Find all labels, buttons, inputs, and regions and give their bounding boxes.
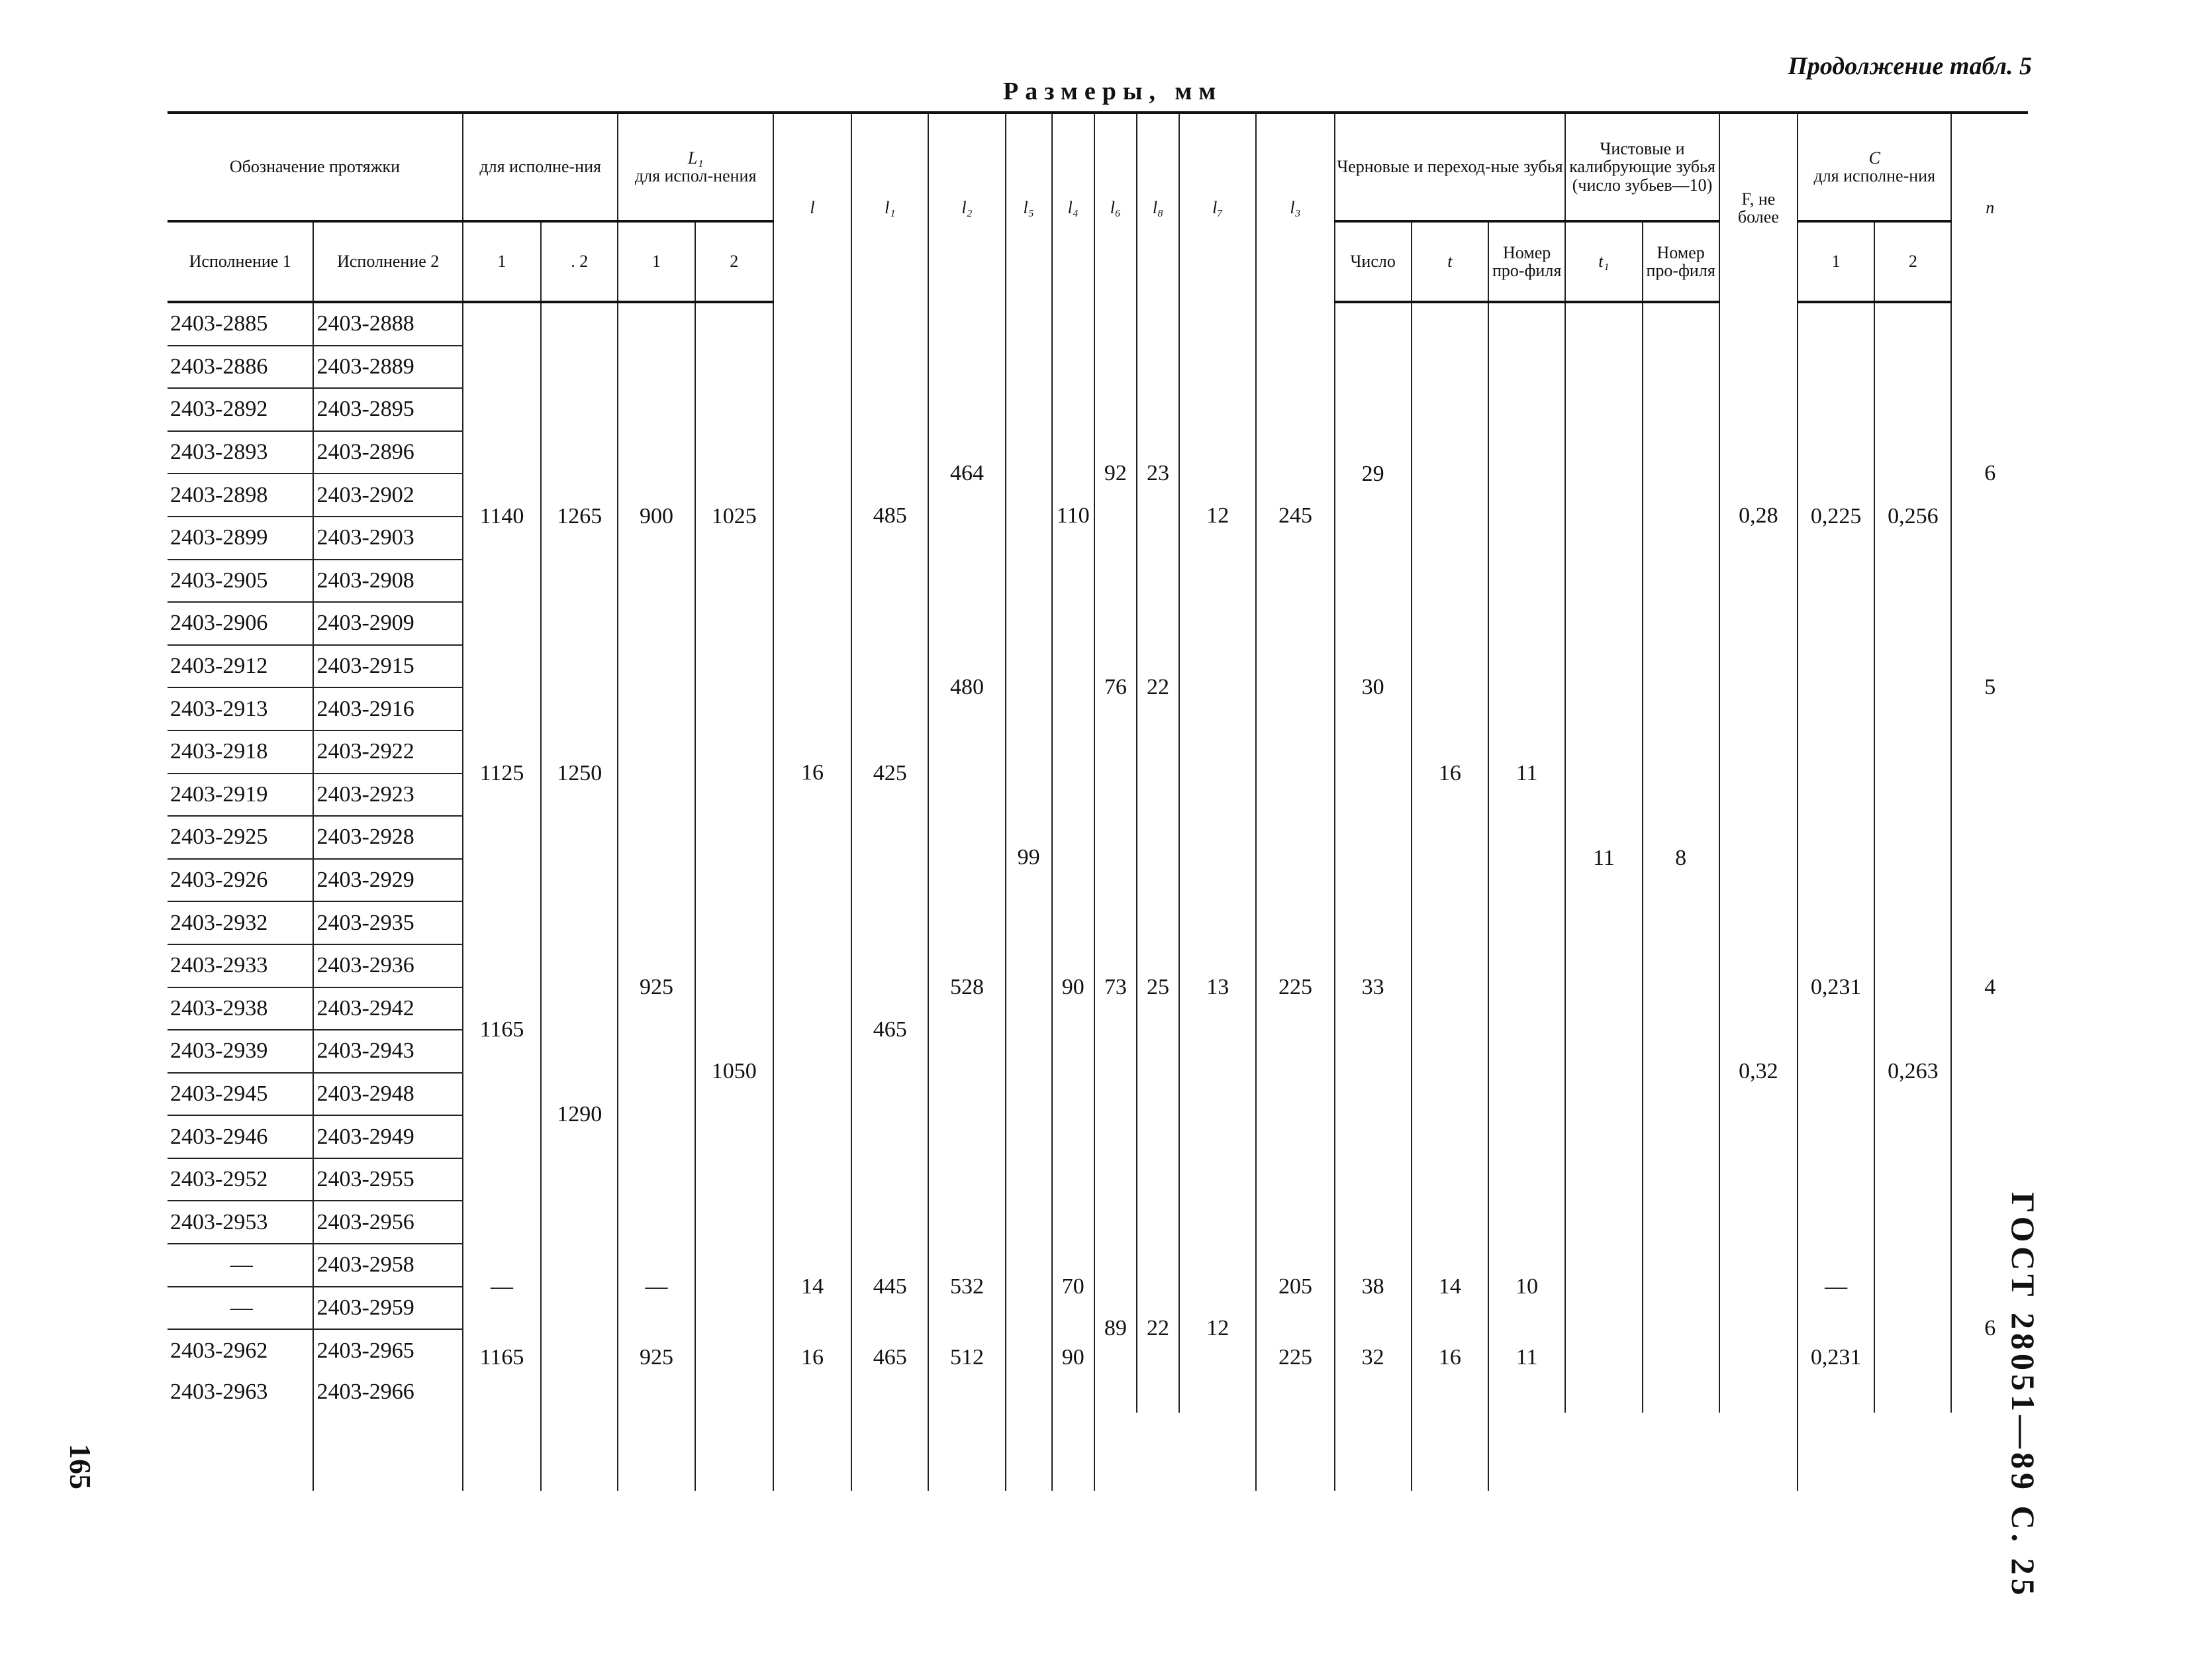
cell-l8: 22 <box>1137 645 1179 730</box>
code-exec2: 2403-2955 <box>313 1158 462 1201</box>
cell-t1: 11 <box>1565 302 1642 1413</box>
code-exec2: 2403-2966 <box>313 1372 462 1413</box>
cell-l8: 25 <box>1137 730 1179 1244</box>
code-exec1: 2403-2919 <box>168 774 313 817</box>
cell-profile2: 8 <box>1643 302 1719 1413</box>
code-exec1: 2403-2899 <box>168 517 313 560</box>
cell-l: 16 <box>773 1329 851 1491</box>
code-exec1: 2403-2953 <box>168 1201 313 1244</box>
C-sub2-header: 2 <box>1874 221 1951 302</box>
code-exec2: 2403-2922 <box>313 730 462 774</box>
table-row <box>168 1413 2028 1491</box>
code-exec2: 2403-2958 <box>313 1244 462 1287</box>
code-exec1: 2403-2892 <box>168 388 313 431</box>
code-exec2: 2403-2942 <box>313 987 462 1030</box>
cell-l: 16 <box>773 302 851 1244</box>
cell-l1: 465 <box>851 1329 928 1491</box>
L1-group-header <box>618 113 773 221</box>
gost-reference: ГОСТ 28051—89 С. 25 <box>2005 1192 2042 1599</box>
l2-header: l₂ <box>928 113 1005 302</box>
exec1-header: Исполнение 1 <box>168 221 313 302</box>
t-header: t <box>1412 221 1488 302</box>
l3-header: l₃ <box>1256 113 1334 302</box>
t1-header: t₁ <box>1565 221 1642 302</box>
profile2-header: Номер про-филя <box>1643 221 1719 302</box>
cell-l4: 90 <box>1052 730 1094 1244</box>
cell-count: 30 <box>1335 645 1412 730</box>
l6-header: l₆ <box>1094 113 1137 302</box>
cell-L-1: 1125 <box>463 730 541 816</box>
code-exec2: 2403-2928 <box>313 816 462 859</box>
cell-l3: 205 <box>1256 1244 1334 1329</box>
cell-l1: 485 <box>851 302 928 730</box>
cell-l2: 512 <box>928 1329 1005 1491</box>
code-exec1: 2403-2938 <box>168 987 313 1030</box>
cell-l3: 225 <box>1256 1329 1334 1491</box>
cell-F: 0,32 <box>1719 730 1798 1413</box>
cell-l4: 90 <box>1052 1329 1094 1491</box>
cell-L1-2: 1050 <box>695 730 773 1413</box>
code-exec2: 2403-2949 <box>313 1115 462 1158</box>
cell-C-1: 0,231 <box>1798 730 1874 1244</box>
table-title: Размеры, мм <box>1003 77 1223 105</box>
code-exec2: 2403-2935 <box>313 901 462 944</box>
cell-l3: 245 <box>1256 302 1334 730</box>
code-exec2: 2403-2923 <box>313 774 462 817</box>
L-group-header: для исполне-ния <box>463 113 618 221</box>
empty-cell <box>313 1413 462 1491</box>
cell-C-2: 0,263 <box>1874 730 1951 1413</box>
code-exec1: 2403-2898 <box>168 474 313 517</box>
code-exec1: 2403-2925 <box>168 816 313 859</box>
cell-t: 16 <box>1412 1329 1488 1491</box>
code-exec2: 2403-2965 <box>313 1329 462 1372</box>
cell-C-2: 0,256 <box>1874 302 1951 730</box>
cell-t: 14 <box>1412 1244 1488 1329</box>
code-exec1: 2403-2933 <box>168 944 313 987</box>
cell-l4: 110 <box>1052 302 1094 730</box>
cell-l5: 99 <box>1006 302 1052 1413</box>
cell-l6: 76 <box>1094 645 1137 730</box>
cell-count: 29 <box>1335 302 1412 645</box>
code-exec2: 2403-2948 <box>313 1073 462 1116</box>
L1-sub2-header: 2 <box>695 221 773 302</box>
cell-L1-1: 925 <box>618 1329 695 1491</box>
cell-C-1: 0,231 <box>1798 1329 1874 1491</box>
code-exec1: — <box>168 1287 313 1330</box>
n-header: n <box>1951 113 2028 302</box>
cell-n: 4 <box>1951 730 2028 1244</box>
cell-l6: 92 <box>1094 302 1137 645</box>
C-symbol: C <box>1868 148 1880 168</box>
code-exec1: 2403-2945 <box>168 1073 313 1116</box>
cell-L1-1: 925 <box>618 730 695 1244</box>
finish-teeth-header: Чистовые и калибрующие зубья (число зубьев—10) <box>1565 113 1719 221</box>
cell-l1: 425 <box>851 730 928 816</box>
cell-l: 14 <box>773 1244 851 1329</box>
cell-profile: 10 <box>1488 1244 1565 1329</box>
cell-L1-1: — <box>618 1244 695 1329</box>
dimensions-table <box>168 111 2028 1491</box>
empty-cell <box>541 1413 618 1491</box>
code-exec2: 2403-2908 <box>313 560 462 603</box>
table-row <box>168 730 2028 774</box>
code-exec1: 2403-2905 <box>168 560 313 603</box>
cell-l8: 23 <box>1137 302 1179 645</box>
cell-l2: 532 <box>928 1244 1005 1329</box>
code-exec1: 2403-2952 <box>168 1158 313 1201</box>
cell-l2: 528 <box>928 730 1005 1244</box>
cell-L1-2: 1025 <box>695 302 773 730</box>
C-sub1-header: 1 <box>1798 221 1874 302</box>
code-exec2: 2403-2956 <box>313 1201 462 1244</box>
C-group-header <box>1798 113 1951 221</box>
cell-l3: 225 <box>1256 730 1334 1244</box>
l1-header: l₁ <box>851 113 928 302</box>
code-exec2: 2403-2929 <box>313 859 462 902</box>
code-exec1: 2403-2906 <box>168 602 313 645</box>
code-exec2: 2403-2902 <box>313 474 462 517</box>
code-exec1: 2403-2885 <box>168 302 313 346</box>
cell-l1: 465 <box>851 816 928 1244</box>
code-exec2: 2403-2895 <box>313 388 462 431</box>
cell-profile: 11 <box>1488 1329 1565 1491</box>
cell-count: 32 <box>1335 1329 1412 1491</box>
cell-L-1: — <box>463 1244 541 1329</box>
code-exec1: 2403-2962 <box>170 1338 268 1363</box>
F-header: F, не более <box>1719 113 1798 302</box>
cell-n: 6 <box>1951 1244 2028 1413</box>
cell-L-2: 1250 <box>541 730 618 816</box>
empty-cell <box>1006 1413 1052 1491</box>
code-exec2: 2403-2888 <box>313 302 462 346</box>
cell-l4: 70 <box>1052 1244 1094 1329</box>
L1-sub1-header: 1 <box>618 221 695 302</box>
code-exec2: 2403-2896 <box>313 431 462 474</box>
cell-l1: 445 <box>851 1244 928 1329</box>
cell-L-1: 1140 <box>463 302 541 730</box>
L1-group-label: для испол-нения <box>634 166 757 185</box>
code-exec2: 2403-2915 <box>313 645 462 688</box>
code-exec1: 2403-2912 <box>168 645 313 688</box>
l7-header: l₇ <box>1179 113 1256 302</box>
cell-C-1: — <box>1798 1244 1874 1329</box>
cell-count: 33 <box>1335 730 1412 1244</box>
l4-header: l₄ <box>1052 113 1094 302</box>
cell-l2: 480 <box>928 645 1005 730</box>
L-sub1-header: 1 <box>463 221 541 302</box>
rough-teeth-header: Черновые и переход-ные зубья <box>1335 113 1566 221</box>
code-exec1: 2403-2913 <box>168 687 313 730</box>
code-exec2: 2403-2889 <box>313 346 462 389</box>
code-exec1: — <box>168 1244 313 1287</box>
l8-header: l₈ <box>1137 113 1179 302</box>
code-exec2: 2403-2959 <box>313 1287 462 1330</box>
table-row <box>168 302 2028 346</box>
cell-l6: 89 <box>1094 1244 1137 1413</box>
code-exec1: 2403-2946 <box>168 1115 313 1158</box>
empty-cell <box>695 1413 773 1491</box>
empty-cell <box>168 1413 313 1491</box>
exec2-header: Исполнение 2 <box>313 221 462 302</box>
cell-F: 0,28 <box>1719 302 1798 730</box>
code-exec1: 2403-2926 <box>168 859 313 902</box>
cell-n: 5 <box>1951 645 2028 730</box>
C-group-label: для исполне-ния <box>1813 166 1936 185</box>
empty-cell <box>1094 1413 1137 1491</box>
profile-header: Номер про-филя <box>1488 221 1565 302</box>
cell-L-2: 1290 <box>541 816 618 1413</box>
code-exec1: 2403-2886 <box>168 346 313 389</box>
l5-header: l₅ <box>1006 113 1052 302</box>
cell-l7: 12 <box>1179 302 1256 730</box>
code-exec2: 2403-2943 <box>313 1030 462 1073</box>
l-header: l <box>773 113 851 302</box>
cell-C-1: 0,225 <box>1798 302 1874 730</box>
cell-l7: 13 <box>1179 730 1256 1244</box>
count-header: Число <box>1335 221 1412 302</box>
cell-count: 38 <box>1335 1244 1412 1329</box>
code-exec2: 2403-2909 <box>313 602 462 645</box>
page-number: 165 <box>64 1444 97 1489</box>
code-exec1: 2403-2963 <box>170 1379 268 1405</box>
L1-symbol: L₁ <box>687 148 704 168</box>
continuation-label: Продолжение табл. 5 <box>1788 52 2032 80</box>
code-exec1: 2403-2939 <box>168 1030 313 1073</box>
cell-l2: 464 <box>928 302 1005 645</box>
cell-t: 16 <box>1412 302 1488 1244</box>
cell-profile: 11 <box>1488 302 1565 1244</box>
cell-L1-1: 900 <box>618 302 695 730</box>
cell-L-1: 1165 <box>463 816 541 1244</box>
code-exec2: 2403-2936 <box>313 944 462 987</box>
code-exec2: 2403-2903 <box>313 517 462 560</box>
cell-l7: 12 <box>1179 1244 1256 1413</box>
cell-L-2: 1265 <box>541 302 618 730</box>
code-exec2: 2403-2916 <box>313 687 462 730</box>
code-exec1: 2403-2893 <box>168 431 313 474</box>
L-sub2-header: . 2 <box>541 221 618 302</box>
cell-n: 6 <box>1951 302 2028 645</box>
cell-L-1: 1165 <box>463 1329 541 1491</box>
cell-l8: 22 <box>1137 1244 1179 1413</box>
cell-l6: 73 <box>1094 730 1137 1244</box>
designation-header: Обозначение протяжки <box>168 113 463 221</box>
code-exec1: 2403-2918 <box>168 730 313 774</box>
code-exec1: 2403-2932 <box>168 901 313 944</box>
